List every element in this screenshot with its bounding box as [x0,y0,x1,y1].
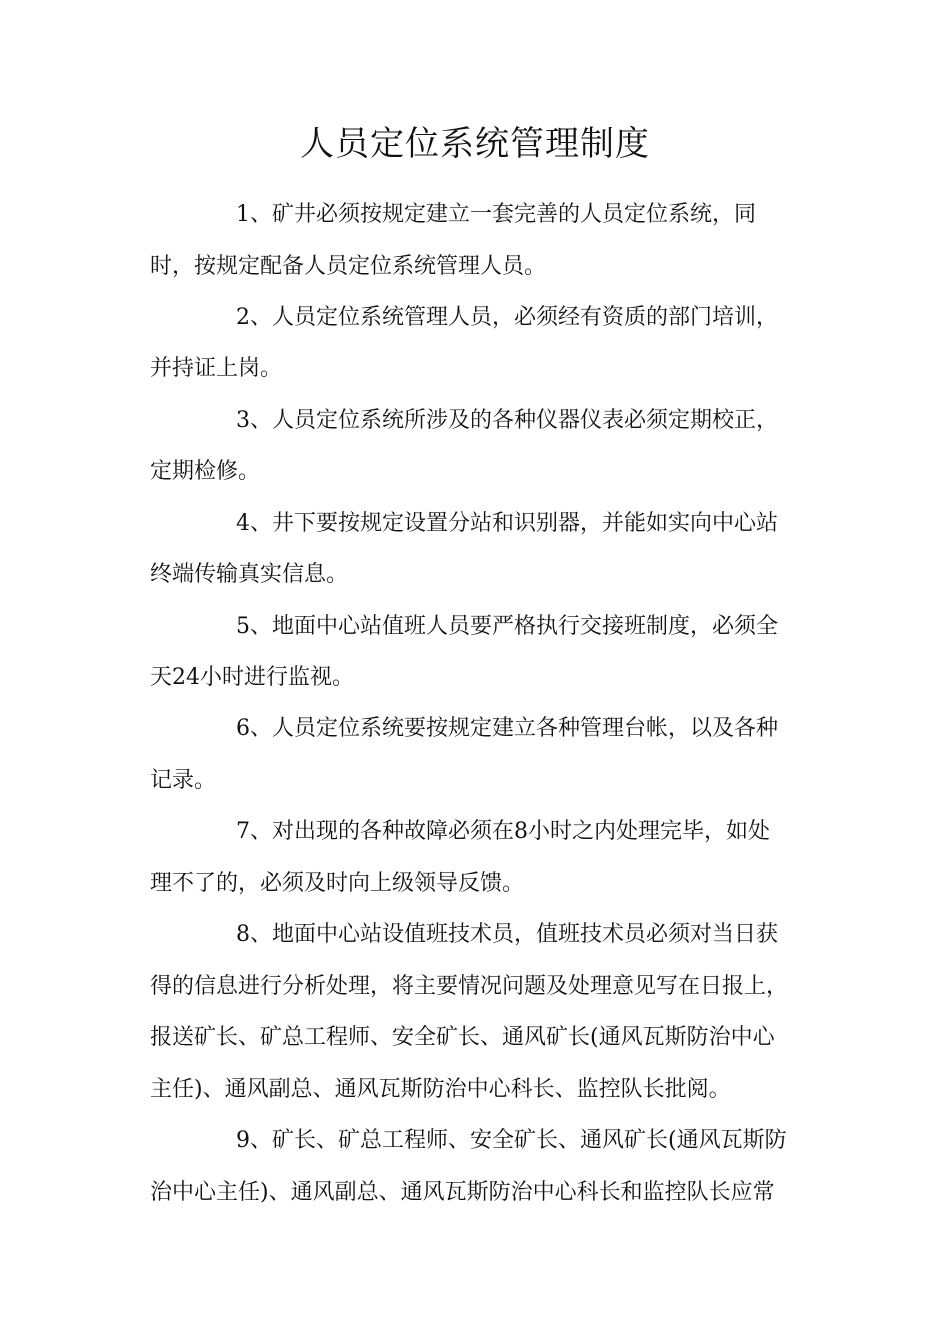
rule-4-line-1: 4、井下要按规定设置分站和识别器，并能如实向中心站 [236,511,778,536]
rule-8-line-1: 8、地面中心站设值班技术员，值班技术员必须对当日获 [236,922,778,947]
rule-1-line-2: 时，按规定配备人员定位系统管理人员。 [150,254,547,279]
rule-3-line-2: 定期检修。 [150,459,261,484]
rule-9-line-2: 治中心主任)、通风副总、通风瓦斯防治中心科长和监控队长应常 [150,1180,775,1205]
document-title: 人员定位系统管理制度 [300,124,650,164]
rule-1-line-1: 1、矿井必须按规定建立一套完善的人员定位系统，同 [236,202,756,227]
rule-4-line-2: 终端传输真实信息。 [150,562,349,587]
rule-5-line-1: 5、地面中心站值班人员要严格执行交接班制度，必须全 [236,614,778,639]
rule-8-line-2: 得的信息进行分析处理，将主要情况问题及处理意见写在日报上， [150,974,789,999]
rule-3-line-1: 3、人员定位系统所涉及的各种仪器仪表必须定期校正， [236,408,778,433]
rule-9-line-1: 9、矿长、矿总工程师、安全矿长、通风矿长(通风瓦斯防 [236,1128,787,1153]
rule-2-line-1: 2、人员定位系统管理人员，必须经有资质的部门培训， [236,305,778,330]
rule-6-line-2: 记录。 [150,768,217,793]
rule-6-line-1: 6、人员定位系统要按规定建立各种管理台帐，以及各种 [236,716,778,741]
rule-5-line-2: 天24小时进行监视。 [150,665,354,690]
rule-7-line-1: 7、对出现的各种故障必须在8小时之内处理完毕，如处 [236,819,770,844]
rule-2-line-2: 并持证上岗。 [150,356,283,381]
rule-8-line-4: 主任)、通风副总、通风瓦斯防治中心科长、监控队长批阅。 [150,1077,731,1102]
rule-8-line-3: 报送矿长、矿总工程师、安全矿长、通风矿长(通风瓦斯防治中心 [150,1025,775,1050]
rule-7-line-2: 理不了的，必须及时向上级领导反馈。 [150,871,525,896]
